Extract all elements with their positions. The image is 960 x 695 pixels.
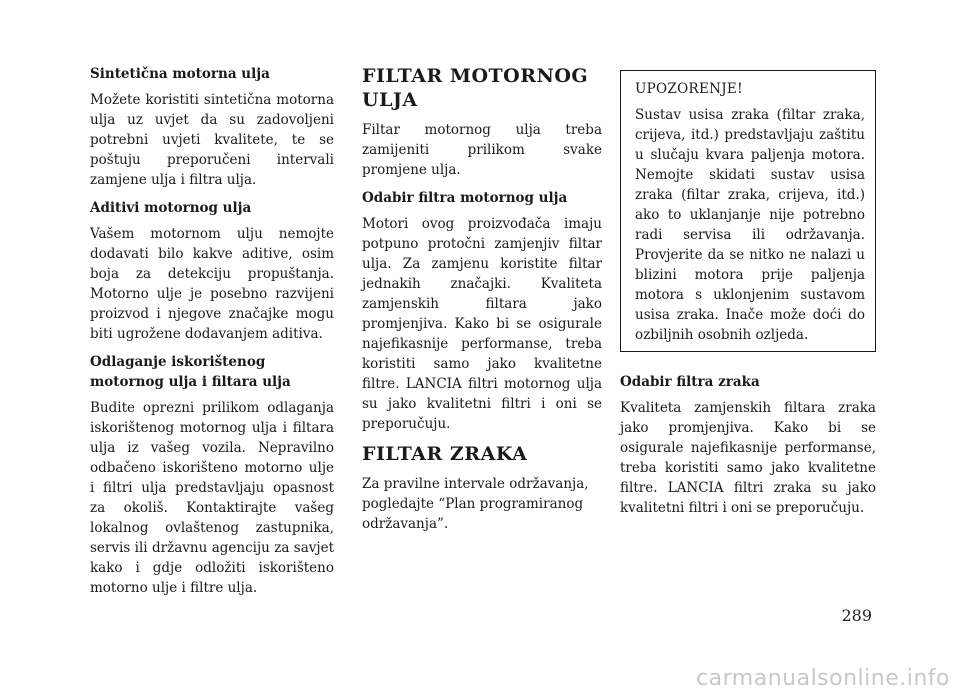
section-title-air-filter: FILTAR ZRAKA (362, 443, 528, 465)
heading-oil-additives: Aditivi motornog ulja (90, 200, 252, 216)
paragraph-oil-filter-selection: Motori ovog proizvođača imaju potpuno protočni zamjenjiv filtar ulja. Za zamjenu koristite filtar jednakih značajki. Kvaliteta zamjenskih filtara jako promjenjiva. Kako bi se osigurale najefikasnije performanse, treba koristiti samo jako kvalitetne filtre. LANCIA filtri motornog ulja su jako kvalitetni filtri i oni se preporučuju. (362, 216, 602, 432)
section-title-oil-filter: FILTAR MOTORNOG ULJA (362, 65, 589, 111)
heading-oil-filter-selection: Odabir filtra motornog ulja (362, 190, 568, 206)
warning-title: UPOZORENJE! (635, 81, 743, 97)
paragraph-air-filter: Za pravilne intervale održavanja, pogledajte “Plan programiranog održavanja”. (362, 476, 589, 532)
column-middle (362, 58, 602, 542)
paragraph-synthetic-oils: Možete koristiti sintetična motorna ulja uz uvjet da su zadovoljeni potrebni uvjeti kvalitete, te se poštuju preporučeni intervali zamjene ulja i filtra ulja. (90, 92, 334, 188)
warning-box (620, 70, 876, 352)
watermark: carmanualsonline.info (696, 666, 950, 691)
paragraph-oil-additives: Vašem motornom ulju nemojte dodavati bilo kakve aditive, osim boja za detekciju propuštanja. Motorno ulje je posebno razvijeni proizvod i njegove značajke mogu biti ugrožene dodavanjem aditiva. (90, 226, 334, 342)
heading-air-filter-selection: Odabir filtra zraka (620, 374, 760, 390)
paragraph-oil-filter: Filtar motornog ulja treba zamijeniti prilikom svake promjene ulja. (362, 122, 602, 178)
heading-synthetic-oils: Sintetična motorna ulja (90, 66, 270, 82)
page-number: 289 (841, 606, 872, 625)
heading-oil-disposal: Odlaganje iskorištenog motornog ulja i filtara ulja (90, 354, 291, 390)
paragraph-oil-disposal: Budite oprezni prilikom odlaganja iskorištenog motornog ulja i filtara ulja iz vašeg vozila. Nepravilno odbačeno iskorišteno motorno ulje i filtri ulja predstavljaju opasnost za okoliš. Kontaktirajte vašeg lokalnog ovlaštenog zastupnika, servis ili državnu agenciju za savjet kako i gdje odložiti iskorišteno motorno ulje i filtre ulja. (90, 400, 334, 596)
column-right (620, 64, 876, 526)
column-left (90, 58, 334, 606)
paragraph-air-filter-selection: Kvaliteta zamjenskih filtara zraka jako promjenjiva. Kako bi se osigurale najefikasnije performanse, treba koristiti samo jako kvalitetne filtre. LANCIA filtri zraka su jako kvalitetni filtri i oni se preporučuju. (620, 400, 876, 516)
warning-text: Sustav usisa zraka (filtar zraka, crijeva, itd.) predstavljaju zaštitu u slučaju kvara paljenja motora. Nemojte skidati sustav usisa zraka (filtar zraka, crijeva, itd.) ako to uklanjanje nije potrebno radi servisa ili održavanja. Provjerite da se nitko ne nalazi u blizini motora prije paljenja motora s uklonjenim sustavom usisa zraka. Inače može doći do ozbiljnih osobnih ozljeda. (635, 107, 865, 343)
